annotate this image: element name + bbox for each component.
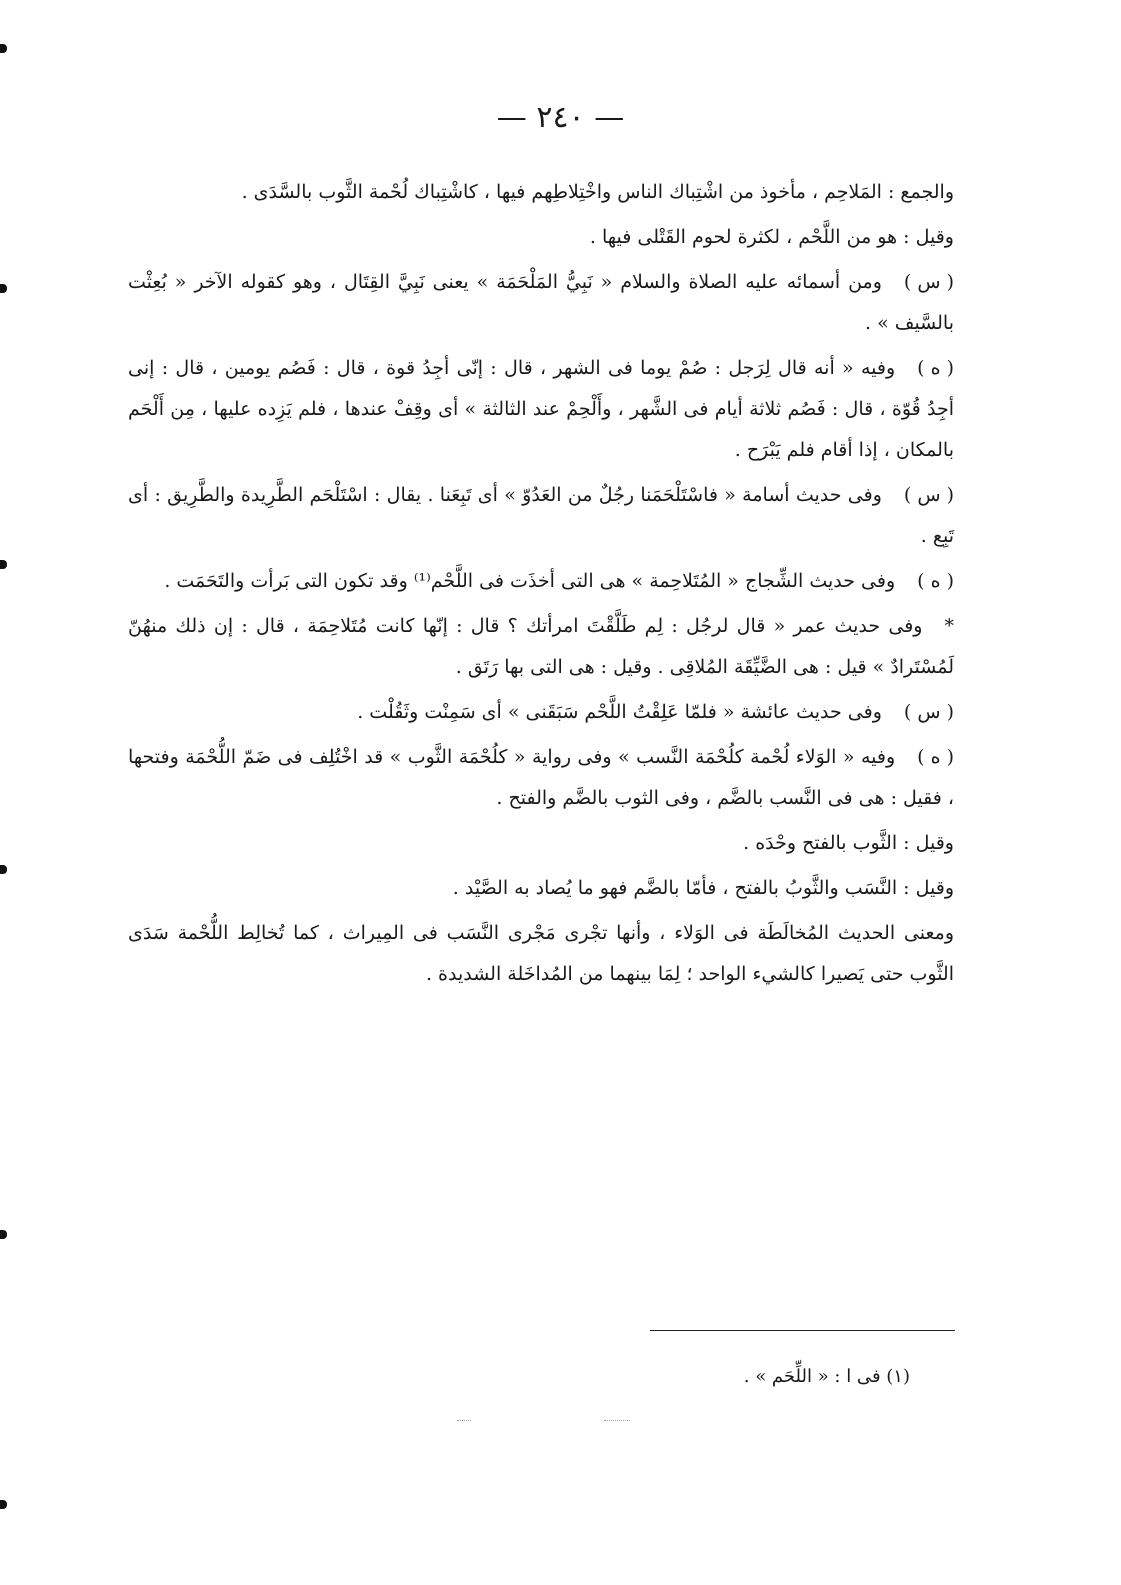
paragraph-7 <box>128 606 954 688</box>
paragraph-text: والجمع : المَلاحِم ، مأخوذ من اشْتِباك الناس واخْتِلاطِهم فيها ، كاشْتِباك لُحْمة الثَّوب بالسَّدَى . <box>241 181 954 203</box>
paragraph-text: وفى حديث أسامة « فاسْتَلْحَمَنا رجُلٌ من العَدُوّ » أى تَبِعَنا . يقال : اسْتَلْحَم الطَّرِيدة والطَّرِيق : أى تَبِع . <box>128 484 954 547</box>
paragraph-6 <box>128 561 954 602</box>
paragraph-text: ومعنى الحديث المُخالَطَة فى الوَلاء ، وأنها تجْرى مَجْرى النَّسَب فى المِيراث ، كما تُخالِط اللُّحْمة سَدَى الثَّوب حتى يَصيرا كالشيء الواحد ؛ لِمَا بينهما من المُداخَلة الشديدة . <box>128 922 954 985</box>
source-marker: ( ه ) <box>917 570 954 592</box>
paragraph-11 <box>128 868 954 909</box>
binding-mark <box>0 1500 7 1509</box>
paragraph-text: وفى حديث عائشة « فلمّا عَلِقْتُ اللَّحْم سَبَقَنى » أى سَمِنْت وثَقُلْت . <box>357 701 882 723</box>
paragraph-9 <box>128 737 954 819</box>
source-marker: ( ه ) <box>917 357 954 379</box>
source-marker: ( س ) <box>903 484 954 506</box>
paragraph-8 <box>128 692 954 733</box>
paragraph-12 <box>128 913 954 995</box>
paragraph-5 <box>128 475 954 557</box>
footnote: (١) فى ا : « اللِّحَم » . <box>743 1366 910 1387</box>
source-marker: ( س ) <box>903 271 954 293</box>
binding-mark <box>0 284 7 293</box>
paragraph-10 <box>128 823 954 864</box>
paragraph-text: ومن أسمائه عليه الصلاة والسلام « نَبِيُّ المَلْحَمَة » يعنى نَبِيَّ القِتَال ، وهو كقوله الآخر « بُعِثْت بالسَّيف » . <box>128 271 954 334</box>
binding-mark <box>0 560 7 569</box>
binding-mark <box>0 44 7 53</box>
binding-mark <box>0 1230 7 1239</box>
paragraph-text: وفيه « أنه قال لِرَجل : صُمْ يوما فى الشهر ، قال : إنّى أجِدُ قوة ، قال : فَصُم يومين ، قال : إنى أجِدُ قُوّة ، قال : فَصُم ثلاثة أيام فى الشَّهر ، وأَلْحِمْ عند الثالثة » أى وقِفْ عندها ، فلم يَزِده عليها ، مِن أَلْحَم بالمكان ، إذا أقام فلم يَبْرَح . <box>128 357 954 461</box>
paragraph-text: وقيل : هو من اللَّحْم ، لكثرة لحوم القَتْلى فيها . <box>589 226 954 248</box>
footnote-divider <box>650 1330 955 1331</box>
paragraph-3 <box>128 262 954 344</box>
source-marker: * <box>944 615 954 637</box>
paragraph-4 <box>128 348 954 471</box>
binding-mark <box>0 865 7 874</box>
paragraph-2 <box>128 217 954 258</box>
source-marker: ( س ) <box>903 701 954 723</box>
main-text <box>128 172 954 995</box>
paragraph-text: وفى حديث الشِّجاج « المُتَلاحِمة » هى التى أخذَت فى اللَّحْم⁽¹⁾ وقد تكون التى بَرأت والتَحَمَت . <box>164 570 896 592</box>
paragraph-text: وفيه « الوَلاء لُحْمة كلُحْمَة النَّسب » وفى رواية « كلُحْمَة الثَّوب » قد اخْتُلِف فى ضَمّ اللُّحْمَة وفتحها ، فقيل : هى فى النَّسب بالضَّم ، وفى الثوب بالضَّم والفتح . <box>128 746 954 809</box>
page-number: — ٢٤٠ — <box>496 100 625 135</box>
paragraph-1 <box>128 172 954 213</box>
paragraph-text: وقيل : النَّسَب والثَّوبُ بالفتح ، فأمّا بالضَّم فهو ما يُصاد به الصَّيْد . <box>452 877 954 899</box>
source-marker: ( ه ) <box>917 746 954 768</box>
paragraph-text: وقيل : الثَّوب بالفتح وحْدَه . <box>743 832 954 854</box>
scan-speck <box>604 1420 630 1422</box>
scan-speck <box>457 1420 471 1422</box>
paragraph-text: وفى حديث عمر « قال لرجُل : لِم طَلَّقْتَ امرأتك ؟ قال : إنّها كانت مُتَلاحِمَة ، قال : إن ذلك منهُنّ لَمُسْتَرادٌ » قيل : هى الضَّيِّقَة المُلاقِى . وقيل : هى التى بها رَتَق . <box>128 615 954 678</box>
